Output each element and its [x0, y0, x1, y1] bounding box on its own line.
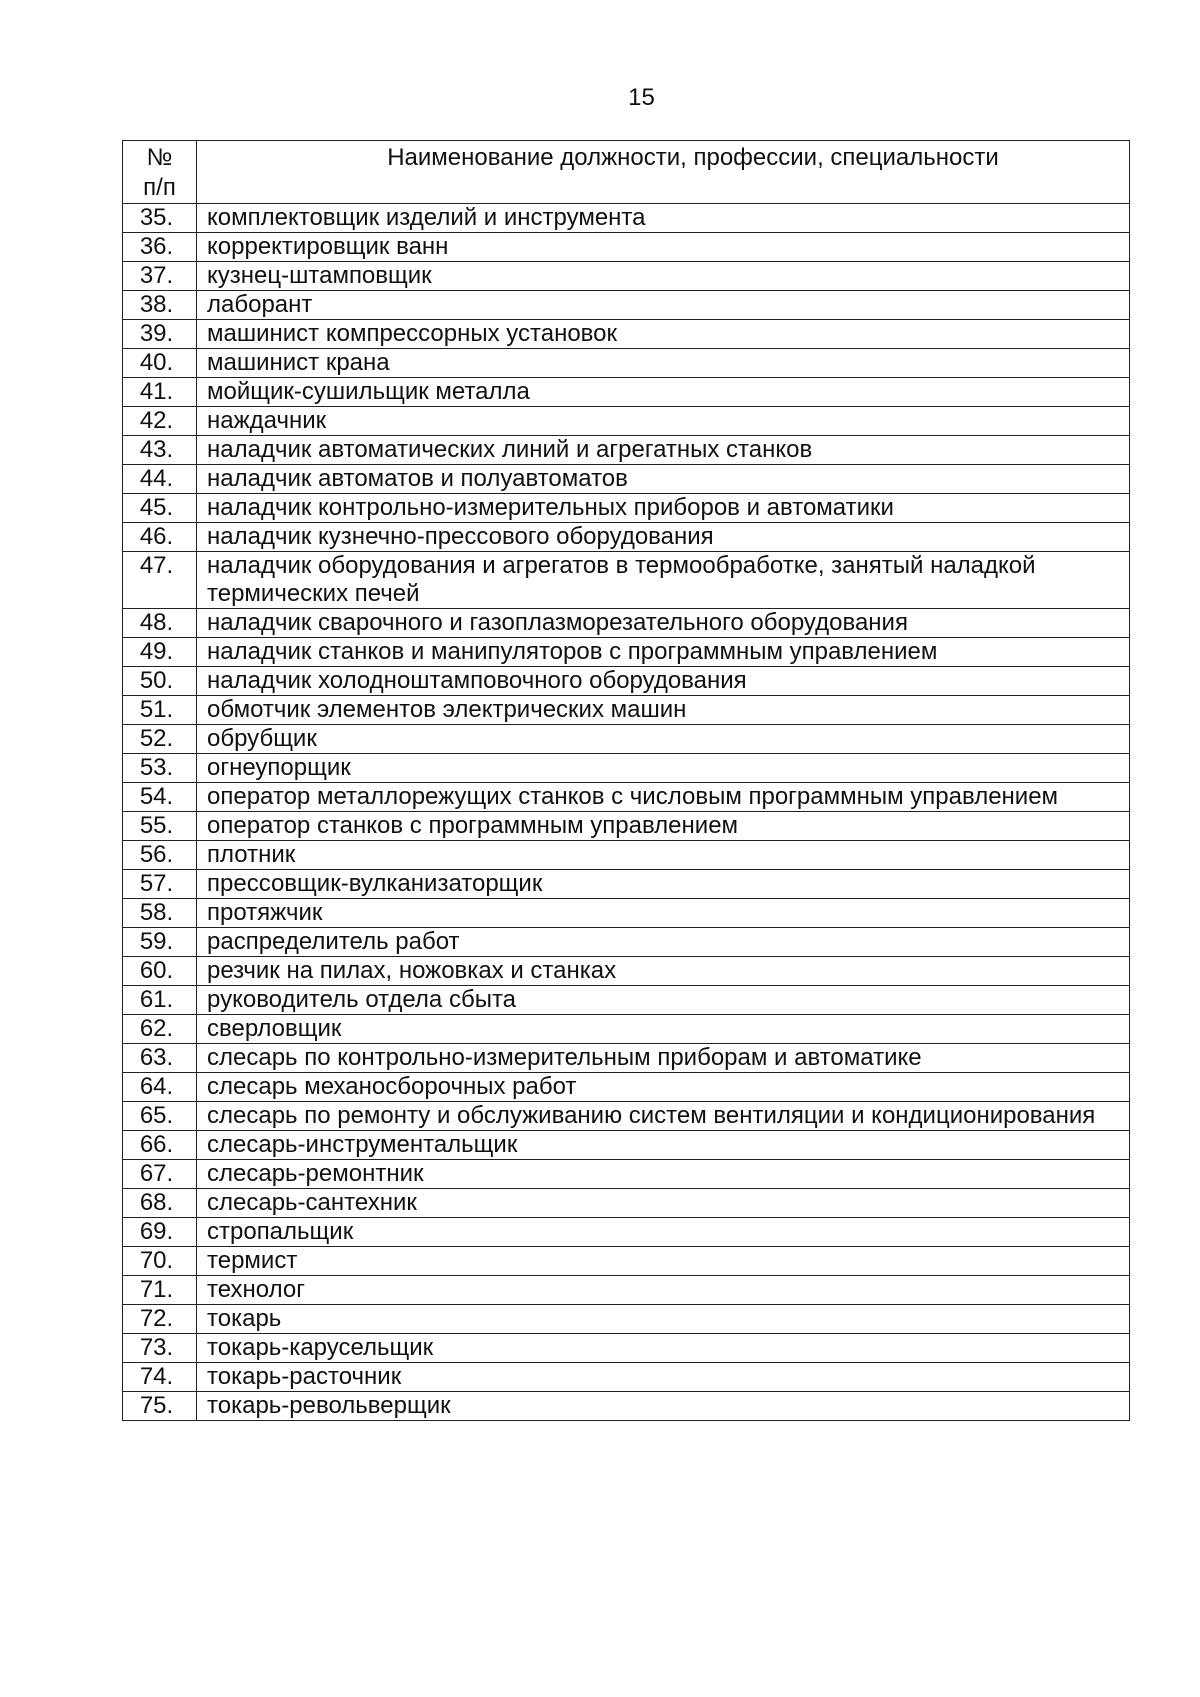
- table-row: [123, 233, 1130, 262]
- row-profession-name: обрубщик: [197, 725, 1130, 754]
- page-number: 15: [628, 84, 655, 111]
- table-row: [123, 523, 1130, 552]
- table-row: [123, 1015, 1130, 1044]
- row-profession-name: лаборант: [197, 291, 1130, 320]
- row-number: 64.: [123, 1073, 197, 1102]
- table-row: [123, 465, 1130, 494]
- row-profession-name: наладчик станков и манипуляторов с программным управлением: [197, 638, 1130, 667]
- table-row: [123, 1363, 1130, 1392]
- row-profession-name: стропальщик: [197, 1218, 1130, 1247]
- table-row: [123, 552, 1130, 609]
- row-profession-name: резчик на пилах, ножовках и станках: [197, 957, 1130, 986]
- row-number: 50.: [123, 667, 197, 696]
- row-profession-name: токарь-расточник: [197, 1363, 1130, 1392]
- row-number: 45.: [123, 494, 197, 523]
- table-row: [123, 754, 1130, 783]
- row-profession-name: плотник: [197, 841, 1130, 870]
- table-row: [123, 841, 1130, 870]
- table-row: [123, 812, 1130, 841]
- table-row: [123, 1102, 1130, 1131]
- header-name: Наименование должности, профессии, специальности: [197, 141, 1130, 204]
- table-row: [123, 870, 1130, 899]
- table-row: [123, 436, 1130, 465]
- table-row: [123, 1392, 1130, 1421]
- row-profession-name: прессовщик-вулканизаторщик: [197, 870, 1130, 899]
- row-number: 39.: [123, 320, 197, 349]
- table-row: [123, 986, 1130, 1015]
- row-profession-name: наладчик сварочного и газоплазморезательного оборудования: [197, 609, 1130, 638]
- header-number: [123, 141, 197, 204]
- row-profession-name: токарь: [197, 1305, 1130, 1334]
- row-profession-name: слесарь-сантехник: [197, 1189, 1130, 1218]
- table-row: [123, 1044, 1130, 1073]
- row-profession-name: оператор станков с программным управлением: [197, 812, 1130, 841]
- table-row: [123, 320, 1130, 349]
- table-row: [123, 1189, 1130, 1218]
- table-row: [123, 1276, 1130, 1305]
- table-row: [123, 378, 1130, 407]
- row-profession-name: слесарь механосборочных работ: [197, 1073, 1130, 1102]
- table-row: [123, 1218, 1130, 1247]
- row-profession-name: слесарь-инструментальщик: [197, 1131, 1130, 1160]
- row-profession-name: токарь-карусельщик: [197, 1334, 1130, 1363]
- row-profession-name: наладчик холодноштамповочного оборудования: [197, 667, 1130, 696]
- header-number-line2: п/п: [143, 174, 176, 201]
- row-number: 54.: [123, 783, 197, 812]
- row-number: 61.: [123, 986, 197, 1015]
- row-profession-name: машинист крана: [197, 349, 1130, 378]
- row-profession-name: протяжчик: [197, 899, 1130, 928]
- table-row: [123, 1131, 1130, 1160]
- table-body: [123, 204, 1130, 1421]
- table-row: [123, 1073, 1130, 1102]
- row-number: 74.: [123, 1363, 197, 1392]
- row-number: 67.: [123, 1160, 197, 1189]
- row-number: 36.: [123, 233, 197, 262]
- row-number: 51.: [123, 696, 197, 725]
- header-number-line1: №: [146, 144, 173, 171]
- row-number: 62.: [123, 1015, 197, 1044]
- table-row: [123, 638, 1130, 667]
- row-number: 37.: [123, 262, 197, 291]
- row-profession-name: наладчик автоматов и полуавтоматов: [197, 465, 1130, 494]
- row-profession-name: мойщик-сушильщик металла: [197, 378, 1130, 407]
- row-number: 66.: [123, 1131, 197, 1160]
- row-number: 75.: [123, 1392, 197, 1421]
- table-header-row: [123, 141, 1130, 204]
- row-number: 68.: [123, 1189, 197, 1218]
- row-number: 56.: [123, 841, 197, 870]
- table-row: [123, 899, 1130, 928]
- table-row: [123, 1334, 1130, 1363]
- row-number: 48.: [123, 609, 197, 638]
- row-number: 71.: [123, 1276, 197, 1305]
- table-row: [123, 928, 1130, 957]
- row-number: 53.: [123, 754, 197, 783]
- row-profession-name: машинист компрессорных установок: [197, 320, 1130, 349]
- table-row: [123, 609, 1130, 638]
- row-profession-name: технолог: [197, 1276, 1130, 1305]
- row-number: 42.: [123, 407, 197, 436]
- row-number: 52.: [123, 725, 197, 754]
- row-number: 60.: [123, 957, 197, 986]
- row-number: 58.: [123, 899, 197, 928]
- row-profession-name: наждачник: [197, 407, 1130, 436]
- table-row: [123, 262, 1130, 291]
- row-number: 70.: [123, 1247, 197, 1276]
- row-number: 43.: [123, 436, 197, 465]
- row-number: 73.: [123, 1334, 197, 1363]
- row-number: 38.: [123, 291, 197, 320]
- row-profession-name: комплектовщик изделий и инструмента: [197, 204, 1130, 233]
- professions-table: [122, 140, 1130, 1421]
- row-number: 63.: [123, 1044, 197, 1073]
- row-profession-name: токарь-револьверщик: [197, 1392, 1130, 1421]
- table-row: [123, 696, 1130, 725]
- row-number: 59.: [123, 928, 197, 957]
- table-row: [123, 1160, 1130, 1189]
- row-profession-name: сверловщик: [197, 1015, 1130, 1044]
- table-row: [123, 725, 1130, 754]
- row-number: 49.: [123, 638, 197, 667]
- row-profession-name: термист: [197, 1247, 1130, 1276]
- row-profession-name: наладчик автоматических линий и агрегатных станков: [197, 436, 1130, 465]
- table-row: [123, 407, 1130, 436]
- table-row: [123, 349, 1130, 378]
- row-number: 40.: [123, 349, 197, 378]
- row-number: 65.: [123, 1102, 197, 1131]
- row-profession-name: оператор металлорежущих станков с числовым программным управлением: [197, 783, 1130, 812]
- row-number: 57.: [123, 870, 197, 899]
- row-number: 69.: [123, 1218, 197, 1247]
- table-row: [123, 1247, 1130, 1276]
- row-profession-name: распределитель работ: [197, 928, 1130, 957]
- table-row: [123, 494, 1130, 523]
- row-number: 44.: [123, 465, 197, 494]
- row-profession-name: слесарь по контрольно-измерительным приборам и автоматике: [197, 1044, 1130, 1073]
- row-number: 72.: [123, 1305, 197, 1334]
- row-number: 35.: [123, 204, 197, 233]
- table-row: [123, 957, 1130, 986]
- table-row: [123, 1305, 1130, 1334]
- row-profession-name: обмотчик элементов электрических машин: [197, 696, 1130, 725]
- row-number: 47.: [123, 552, 197, 609]
- row-profession-name: наладчик кузнечно-прессового оборудования: [197, 523, 1130, 552]
- row-number: 55.: [123, 812, 197, 841]
- row-number: 41.: [123, 378, 197, 407]
- table-row: [123, 204, 1130, 233]
- row-profession-name: корректировщик ванн: [197, 233, 1130, 262]
- row-profession-name: наладчик оборудования и агрегатов в термообработке, занятый наладкой термических печей: [197, 552, 1130, 609]
- row-profession-name: наладчик контрольно-измерительных приборов и автоматики: [197, 494, 1130, 523]
- table-row: [123, 667, 1130, 696]
- row-number: 46.: [123, 523, 197, 552]
- table-row: [123, 291, 1130, 320]
- row-profession-name: кузнец-штамповщик: [197, 262, 1130, 291]
- row-profession-name: руководитель отдела сбыта: [197, 986, 1130, 1015]
- row-profession-name: слесарь-ремонтник: [197, 1160, 1130, 1189]
- row-profession-name: слесарь по ремонту и обслуживанию систем вентиляции и кондиционирования: [197, 1102, 1130, 1131]
- row-profession-name: огнеупорщик: [197, 754, 1130, 783]
- table-row: [123, 783, 1130, 812]
